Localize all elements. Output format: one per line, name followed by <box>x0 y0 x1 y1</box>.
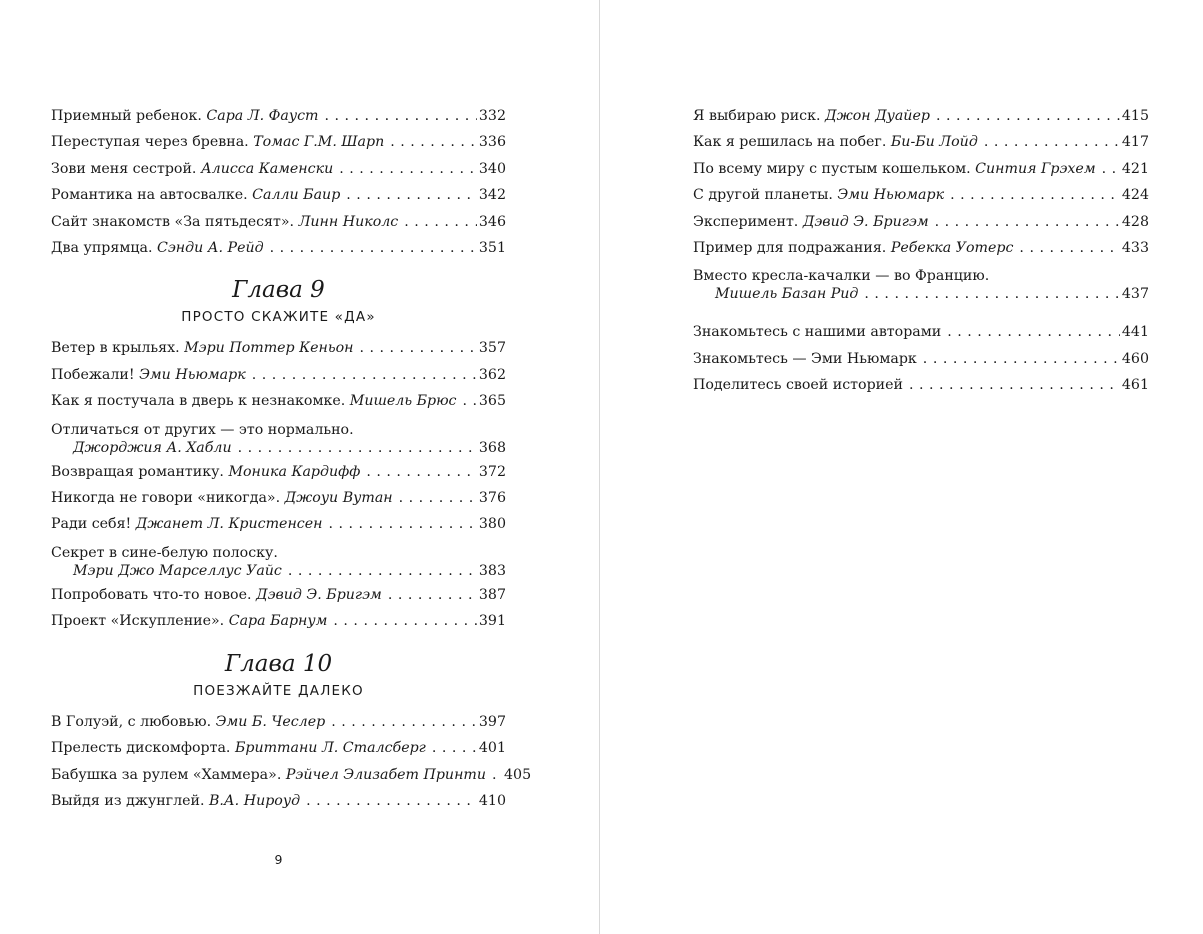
dot-leader <box>935 209 1120 235</box>
entry-page-number: 460 <box>1121 350 1149 367</box>
chapter-9-entries <box>51 335 506 634</box>
entry-title: Вместо кресла-качалки — во Францию. <box>693 268 990 285</box>
entry-author: Эми Ньюмарк <box>837 187 945 204</box>
entry-author: Джоуи Вутан <box>284 490 393 507</box>
chapter-10-title: ПОЕЗЖАЙТЕ ДАЛЕКО <box>193 682 364 699</box>
left-page <box>0 0 600 934</box>
entry-title: Прелесть дискомфорта. <box>51 740 231 757</box>
entry-author: Ребекка Уотерс <box>890 240 1014 257</box>
entry-page-number: 376 <box>478 490 506 507</box>
dot-leader <box>950 182 1120 208</box>
dot-leader <box>306 788 477 814</box>
toc-entry <box>693 235 1149 261</box>
dot-leader <box>390 129 477 155</box>
entry-page-number: 461 <box>1121 377 1149 394</box>
chapter-10-entries <box>51 709 532 815</box>
toc-entry <box>51 608 506 634</box>
dot-leader <box>923 346 1120 372</box>
toc-entry <box>693 103 1149 129</box>
entry-page-number: 417 <box>1121 134 1149 151</box>
entry-author: Линн Николс <box>298 213 399 230</box>
dot-leader <box>288 562 477 580</box>
entry-title: Проект «Искупление». <box>51 613 225 630</box>
dot-leader <box>399 485 477 511</box>
back-matter <box>693 319 1149 398</box>
entry-author: Сара Л. Фауст <box>206 108 319 124</box>
entry-page-number: 397 <box>478 713 506 730</box>
dot-leader <box>909 372 1120 398</box>
toc-entry-line <box>693 285 1149 303</box>
section-gap <box>693 305 1149 319</box>
entry-title: Сайт знакомств «За пятьдесят». <box>51 213 295 230</box>
toc-entry <box>51 788 506 814</box>
entry-title: Приемный ребенок. <box>51 108 202 124</box>
entry-author: Рэйчел Элизабет Принти <box>285 766 487 783</box>
entry-author: В.А. Нироуд <box>209 792 301 809</box>
entry-title: Романтика на автосвалке. <box>51 187 248 204</box>
dot-leader <box>270 235 477 261</box>
entry-page-number: 424 <box>1121 187 1149 204</box>
entry-author: Бриттани Л. Сталсберг <box>234 740 426 757</box>
entry-page-number: 415 <box>1121 108 1149 124</box>
right-entries <box>693 103 1149 305</box>
entry-title: Я выбираю риск. <box>693 108 821 124</box>
toc-entry-line <box>51 439 506 457</box>
entry-title: Побежали! <box>51 366 135 383</box>
entry-title: С другой планеты. <box>693 187 833 204</box>
entry-title: В Голуэй, с любовью. <box>51 713 212 730</box>
dot-leader <box>463 388 477 414</box>
entry-title: Эксперимент. <box>693 213 799 230</box>
chapter-10-heading <box>51 649 506 703</box>
entry-author: Дэвид Э. Бригэм <box>256 586 382 603</box>
entry-title: Никогда не говори «никогда». <box>51 490 281 507</box>
dot-leader <box>331 709 477 735</box>
dot-leader <box>936 103 1120 129</box>
dot-leader <box>333 608 477 634</box>
dot-leader <box>492 762 502 788</box>
dot-leader <box>238 439 477 457</box>
entry-title: Бабушка за рулем «Хаммера». <box>51 766 282 783</box>
dot-leader <box>404 209 477 235</box>
toc-entry <box>51 415 506 459</box>
dot-leader <box>339 156 477 182</box>
toc-entry <box>693 156 1149 182</box>
dot-leader <box>947 319 1120 345</box>
toc-entry <box>693 372 1149 398</box>
entry-title: Секрет в сине-белую полоску. <box>51 544 278 561</box>
right-page <box>600 0 1203 934</box>
dot-leader <box>324 103 476 129</box>
entry-page-number: 372 <box>478 463 506 480</box>
toc-entry <box>693 182 1149 208</box>
toc-entry <box>693 261 1149 305</box>
entry-page-number: 357 <box>478 340 506 357</box>
entry-page-number: 421 <box>1121 160 1149 177</box>
dot-leader <box>1019 235 1119 261</box>
toc-entry <box>693 209 1149 235</box>
entry-page-number: 368 <box>478 439 506 456</box>
toc-entry <box>51 709 506 735</box>
toc-entry <box>51 156 506 182</box>
entry-title: По всему миру с пустым кошельком. <box>693 160 971 177</box>
toc-entry <box>51 485 506 511</box>
entry-title: Ради себя! <box>51 516 132 533</box>
toc-entry <box>693 129 1149 155</box>
entry-page-number: 428 <box>1121 213 1149 230</box>
entry-title: Попробовать что-то новое. <box>51 586 252 603</box>
toc-entry <box>51 209 506 235</box>
chapter-9-title: ПРОСТО СКАЖИТЕ «ДА» <box>181 309 376 326</box>
entry-page-number: 405 <box>504 766 532 783</box>
dot-leader <box>359 335 476 361</box>
entry-page-number: 351 <box>478 240 506 257</box>
entry-page-number: 362 <box>478 366 506 383</box>
entry-page-number: 441 <box>1121 324 1149 341</box>
chapter-10-number: Глава 10 <box>224 650 333 677</box>
chapter-9-number: Глава 9 <box>232 277 325 304</box>
entry-title: Как я постучала в дверь к незнакомке. <box>51 393 346 410</box>
page-number: 9 <box>274 852 283 867</box>
left-toc <box>51 103 532 814</box>
entry-page-number: 336 <box>478 134 506 151</box>
entry-author: Дэвид Э. Бригэм <box>802 213 929 230</box>
entry-title: Знакомьтесь — Эми Ньюмарк <box>693 350 917 367</box>
dot-leader <box>328 511 476 537</box>
entry-title: Два упрямца. <box>51 240 153 257</box>
toc-entry-line <box>51 562 506 580</box>
entry-page-number: 387 <box>478 586 506 603</box>
entry-page-number: 340 <box>478 160 506 177</box>
toc-entry <box>51 388 506 414</box>
entry-author: Эми Б. Чеслер <box>215 713 326 730</box>
toc-entry <box>51 103 506 129</box>
entry-page-number: 342 <box>478 187 506 204</box>
entry-author: Мишель Брюс <box>349 393 457 410</box>
entry-page-number: 433 <box>1121 240 1149 257</box>
entry-author: Джон Дуайер <box>825 108 930 124</box>
entry-page-number: 346 <box>478 213 506 230</box>
entry-author: Мишель Базан Рид <box>715 286 859 303</box>
entry-title: Поделитесь своей историей <box>693 377 903 394</box>
toc-entry <box>51 459 506 485</box>
entry-author: Томас Г.М. Шарп <box>253 134 385 151</box>
toc-entry <box>51 582 506 608</box>
entry-title: Переступая через бревна. <box>51 134 249 151</box>
entry-title: Выйдя из джунглей. <box>51 792 205 809</box>
entry-author: Би-Би Лойд <box>890 134 978 151</box>
toc-entry <box>51 235 506 261</box>
dot-leader <box>864 285 1120 303</box>
toc-entry <box>51 511 506 537</box>
entry-author: Моника Кардифф <box>228 463 361 480</box>
toc-entry <box>51 538 506 582</box>
entry-title: Знакомьтесь с нашими авторами <box>693 324 942 341</box>
toc-entry <box>51 362 506 388</box>
entry-author: Алисса Каменски <box>200 160 334 177</box>
entry-title: Возвращая романтику. <box>51 463 224 480</box>
toc-entry <box>51 182 506 208</box>
entry-author: Эми Ньюмарк <box>139 366 246 383</box>
entry-page-number: 383 <box>478 562 506 579</box>
entry-page-number: 437 <box>1121 286 1149 303</box>
dot-leader <box>366 459 477 485</box>
dot-leader <box>1102 156 1120 182</box>
right-toc <box>693 103 1149 399</box>
toc-entry <box>51 335 506 361</box>
entry-author: Мэри Поттер Кеньон <box>184 340 354 357</box>
entry-page-number: 401 <box>478 740 506 757</box>
toc-entry <box>693 319 1149 345</box>
entry-title: Зови меня сестрой. <box>51 160 197 177</box>
dot-leader <box>388 582 477 608</box>
entry-author: Мэри Джо Марселлус Уайс <box>73 562 282 579</box>
entry-author: Сара Барнум <box>228 613 328 630</box>
entry-title: Ветер в крыльях. <box>51 340 180 357</box>
toc-entry <box>693 346 1149 372</box>
toc-entry <box>51 762 532 788</box>
entry-page-number: 410 <box>478 792 506 809</box>
dot-leader <box>432 735 477 761</box>
entry-title: Как я решилась на побег. <box>693 134 887 151</box>
toc-entry <box>51 129 506 155</box>
dot-leader <box>252 362 477 388</box>
entry-page-number: 332 <box>478 108 506 124</box>
entry-title: Пример для подражания. <box>693 240 887 257</box>
entry-author: Салли Баир <box>252 187 341 204</box>
toc-entry <box>51 735 506 761</box>
entry-author: Синтия Грэхем <box>975 160 1096 177</box>
entry-author: Сэнди А. Рейд <box>156 240 264 257</box>
entry-author: Джанет Л. Кристенсен <box>135 516 323 533</box>
entry-author: Джорджия А. Хабли <box>73 439 232 456</box>
entry-page-number: 391 <box>478 613 506 630</box>
chapter-9-heading <box>51 275 506 329</box>
entry-title: Отличаться от других — это нормально. <box>51 421 354 438</box>
dot-leader <box>984 129 1120 155</box>
entry-page-number: 365 <box>478 393 506 410</box>
entry-page-number: 380 <box>478 516 506 533</box>
dot-leader <box>346 182 477 208</box>
entries-top <box>51 103 506 261</box>
